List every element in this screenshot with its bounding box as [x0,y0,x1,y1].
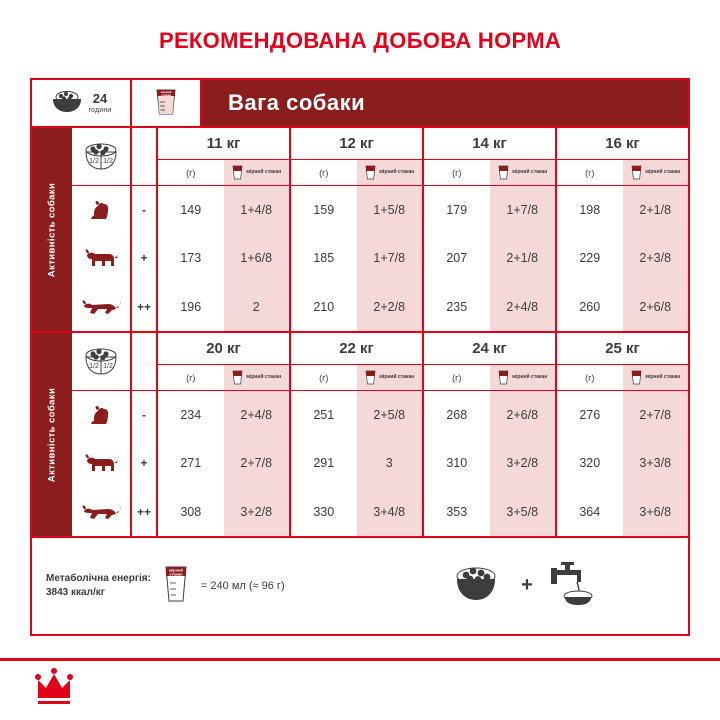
unit-cup-label: мірний стакан [246,168,282,175]
grams-value: 291 [313,456,335,471]
weight-label: 16 кг [557,128,688,160]
grams-value: 234 [180,408,202,423]
cup-value: 3+6/8 [623,488,689,536]
svg-text:1/2: 1/2 [103,157,113,165]
cup-value: 2+4/8 [224,391,290,439]
measuring-cup-icon [364,369,377,386]
grams-value: 229 [579,251,601,266]
measuring-cup-icon [151,85,181,122]
weight-group [291,128,424,331]
measuring-cup-icon [630,164,643,181]
svg-text:1/2: 1/2 [103,362,113,370]
unit-grams: (г) [186,372,196,383]
measuring-cup-icon [231,164,244,181]
unit-grams: (г) [452,372,462,383]
table-row [291,234,422,282]
weight-label: 12 кг [291,128,422,160]
weight-label: 25 кг [557,333,688,365]
svg-text:1/2: 1/2 [89,362,99,370]
dog-sitting-icon [72,186,130,234]
footer-food-water [376,560,674,611]
unit-row [291,365,422,391]
24-hours-icon [88,92,111,114]
grams-value: 251 [313,408,335,423]
grams-value: 276 [579,408,601,423]
bowl-split-icon [72,342,130,382]
grams-value: 320 [579,456,601,471]
unit-cup-label: мірний стакан [645,373,681,380]
cup-value: 3 [357,439,423,487]
energy-label: Метаболічна енергія: [46,573,151,584]
water-tap-icon [547,560,605,611]
grams-value: 268 [446,408,468,423]
svg-text:стакан: стакан [169,571,183,577]
grams-value: 179 [446,203,468,218]
grams-value: 310 [446,456,468,471]
weight-label: 11 кг [158,128,289,160]
weight-group [158,128,291,331]
activity-sidebar-1 [32,128,72,331]
activity-sign: + [140,456,148,471]
weight-groups-1 [158,128,688,331]
cup-value: 3+2/8 [490,439,556,487]
unit-cup [490,365,556,390]
unit-row [557,160,688,186]
dog-sitting-icon [72,391,130,439]
unit-grams: (г) [585,167,595,178]
unit-grams: (г) [186,167,196,178]
grams-value: 196 [180,299,202,314]
cup-value: 2+4/8 [490,283,556,331]
cup-value: 2+7/8 [623,391,689,439]
weight-groups-2 [158,333,688,536]
table-row [557,186,688,234]
unit-cup [490,160,556,185]
svg-text:стакан: стакан [160,92,172,97]
svg-text:мірний: мірний [160,89,172,94]
bowl-split-icon [72,137,130,177]
table-row [557,488,688,536]
unit-cup [224,160,290,185]
table-row [424,391,555,439]
cup-value: 2+6/8 [490,391,556,439]
cup-value: 2+1/8 [623,186,689,234]
weight-group [424,128,557,331]
weight-label: 22 кг [291,333,422,365]
activity-sign: ++ [136,299,151,314]
cup-value: 2+5/8 [357,391,423,439]
unit-row [557,365,688,391]
cup-value: 3+3/8 [623,439,689,487]
feeding-table [30,78,690,636]
unit-cup [357,160,423,185]
unit-cup-label: мірний стакан [246,373,282,380]
activity-sign-column-2 [132,333,158,536]
unit-cup [623,365,689,390]
measuring-cup-icon [159,561,193,610]
table-row [424,439,555,487]
table-row [291,283,422,331]
unit-row [424,160,555,186]
activity-sign: - [142,203,146,218]
unit-cup-label: мірний стакан [379,373,415,380]
footer-energy [46,561,376,610]
table-row [291,488,422,536]
header-cup-cell [132,80,202,126]
weight-label: 24 кг [424,333,555,365]
cup-value: 3+5/8 [490,488,556,536]
unit-cup-label: мірний стакан [512,373,548,380]
grams-value: 173 [180,251,202,266]
dog-activity-icons-1 [72,186,130,331]
grams-value: 353 [446,504,468,519]
unit-row [158,160,289,186]
activity-sidebar-label: Активність собаки [46,182,58,277]
unit-grams: (г) [585,372,595,383]
hours-value: 24 [92,91,108,106]
table-row [424,186,555,234]
grams-value: 271 [180,456,202,471]
measuring-cup-icon [497,164,510,181]
weight-group [424,333,557,536]
table-row [158,488,289,536]
weight-group [557,333,688,536]
weight-block-1 [32,128,688,333]
brand-footer [0,658,720,720]
measuring-cup-icon [364,164,377,181]
unit-row [158,365,289,391]
table-row [291,186,422,234]
unit-grams: (г) [452,167,462,178]
table-row [557,439,688,487]
bowl-column-2 [72,333,132,536]
table-row [291,391,422,439]
weight-group [557,128,688,331]
measuring-cup-icon [231,369,244,386]
cup-value: 2+3/8 [623,234,689,282]
table-row [424,234,555,282]
cup-equivalent: = 240 мл (≈ 96 г) [200,579,285,592]
royal-canin-crown-logo [34,668,104,713]
activity-sign: ++ [136,504,151,519]
weight-block-2 [32,333,688,538]
table-row [424,283,555,331]
grams-value: 149 [180,203,202,218]
weight-label: 14 кг [424,128,555,160]
grams-value: 260 [579,299,601,314]
cup-value: 1+6/8 [224,234,290,282]
table-row [158,439,289,487]
svg-text:1/2: 1/2 [89,157,99,165]
cup-value: 3+4/8 [357,488,423,536]
bowl-day-night-2 [72,333,130,391]
measuring-cup-icon [630,369,643,386]
table-title: Вага собаки [202,80,688,126]
grams-value: 235 [446,299,468,314]
bowl-icon [50,88,84,119]
table-row [158,186,289,234]
table-row [158,391,289,439]
grams-value: 207 [446,251,468,266]
activity-sidebar-label: Активність собаки [46,387,58,482]
table-row [557,283,688,331]
unit-cup-label: мірний стакан [645,168,681,175]
unit-cup [623,160,689,185]
cup-value: 3+2/8 [224,488,290,536]
page-title: РЕКОМЕНДОВАНА ДОБОВА НОРМА [158,28,562,53]
dog-standing-icon [72,439,130,487]
cup-value: 2+7/8 [224,439,290,487]
header-24h-cell [32,80,132,126]
unit-row [291,160,422,186]
table-header-row [32,80,688,128]
dog-running-icon [72,283,130,331]
dog-standing-icon [72,234,130,282]
table-row [291,439,422,487]
grams-value: 185 [313,251,335,266]
energy-value: 3843 ккал/кг [46,586,105,598]
cup-value: 2 [224,283,290,331]
sign-column-head [132,333,156,391]
cup-value: 2+6/8 [623,283,689,331]
grams-value: 308 [180,504,202,519]
cup-value: 2+1/8 [490,234,556,282]
sign-column-head [132,128,156,186]
unit-cup-label: мірний стакан [379,168,415,175]
grams-value: 330 [313,504,335,519]
weight-group [291,333,424,536]
unit-cup [224,365,290,390]
unit-cup-label: мірний стакан [512,168,548,175]
grams-value: 210 [313,299,335,314]
activity-sign: + [140,251,148,266]
hours-label: години [88,107,112,114]
activity-sidebar-2 [32,333,72,536]
grams-value: 364 [579,504,601,519]
bowl-day-night-1 [72,128,130,186]
cup-value: 1+7/8 [490,186,556,234]
table-row [158,234,289,282]
activity-sign-column-1 [132,128,158,331]
weight-label: 20 кг [158,333,289,365]
food-bowl-icon [445,560,507,611]
table-row [557,234,688,282]
table-row [557,391,688,439]
dog-running-icon [72,488,130,536]
cup-value: 1+4/8 [224,186,290,234]
unit-row [424,365,555,391]
activity-sign: - [142,408,146,423]
weight-group [158,333,291,536]
table-row [424,488,555,536]
grams-value: 159 [313,203,335,218]
cup-value: 1+5/8 [357,186,423,234]
unit-grams: (г) [319,167,329,178]
unit-grams: (г) [319,372,329,383]
cup-value: 1+7/8 [357,234,423,282]
bowl-column-1 [72,128,132,331]
table-row [158,283,289,331]
table-footer [32,538,688,633]
svg-text:мірний: мірний [169,567,183,573]
plus-sign: + [521,574,533,596]
cup-value: 2+2/8 [357,283,423,331]
unit-cup [357,365,423,390]
dog-activity-icons-2 [72,391,130,536]
grams-value: 198 [579,203,601,218]
measuring-cup-icon [497,369,510,386]
